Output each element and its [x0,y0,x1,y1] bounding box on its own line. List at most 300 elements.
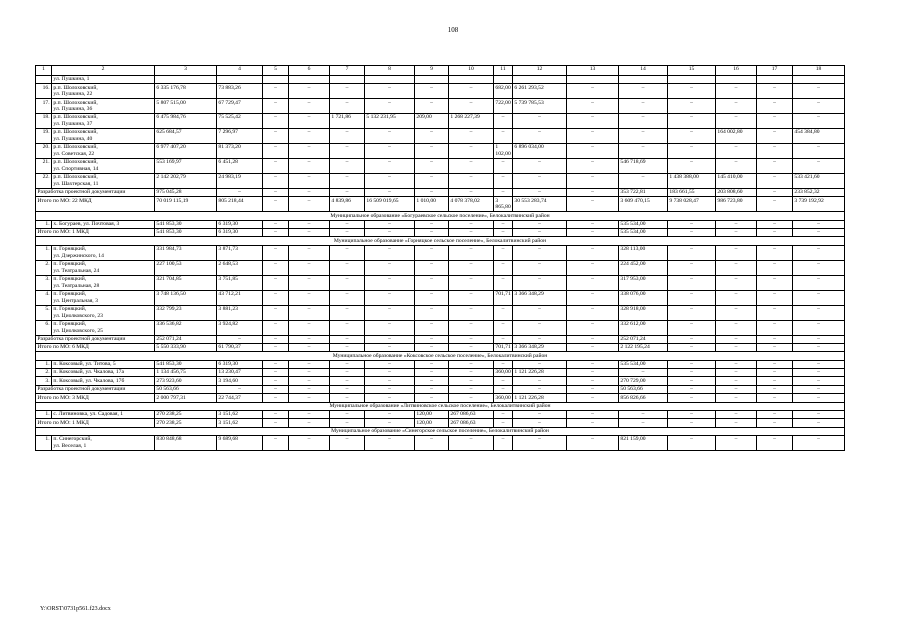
value-cell: – [716,220,757,228]
value-cell: – [619,99,668,114]
value-cell: – [263,275,289,290]
value-cell: – [415,369,449,377]
value-cell: 6 319,30 [217,360,263,368]
value-cell: – [289,129,330,144]
value-cell [567,75,619,83]
value-cell: 1 721,86 [330,114,365,129]
value-cell: – [330,305,365,320]
value-cell: – [793,360,845,368]
row-index [36,75,52,83]
address-cell: п. Горняцкий, ул. Центральная, 3 [52,290,155,305]
value-cell: – [494,335,513,343]
value-cell: – [494,360,513,368]
value-cell: – [793,245,845,260]
value-cell: – [494,419,513,427]
column-number-cell: 3 [155,66,217,76]
table-row [36,75,845,83]
value-cell: 3 194,60 [217,377,263,385]
row-index: 18. [36,114,52,129]
value-cell: – [263,320,289,335]
value-cell: – [415,335,449,343]
value-cell: – [668,436,716,451]
value-cell: – [449,436,494,451]
value-cell: – [289,385,330,393]
row-index: 1. [36,410,52,418]
value-cell: – [263,305,289,320]
value-cell: 61 790,37 [217,343,263,351]
table-header-row [36,66,845,76]
row-index: 3. [36,275,52,290]
value-cell [263,75,289,83]
value-cell: – [449,394,494,402]
value-cell: – [330,335,365,343]
municipality-heading: Муниципальное образование «Синегорское сельское поселение», Белокалитвинский район [36,427,845,435]
value-cell: – [567,369,619,377]
value-cell: – [415,343,449,351]
row-index: 1. [36,436,52,451]
value-cell: – [716,377,757,385]
value-cell: – [757,84,793,99]
column-number-cell: 18 [793,66,845,76]
value-cell: – [330,419,365,427]
section-heading-row [36,352,845,360]
value-cell: – [716,436,757,451]
value-cell: – [567,343,619,351]
value-cell: – [289,144,330,159]
value-cell: – [567,385,619,393]
address-cell: р.п. Шолоховский, ул. Пушкина, 40 [52,129,155,144]
value-cell: 701,71 [494,290,513,305]
row-index: 16. [36,84,52,99]
value-cell: – [567,99,619,114]
value-cell: – [513,260,567,275]
value-cell: 6 319,30 [217,229,263,237]
value-cell: 6 451,28 [217,159,263,174]
value-cell: – [263,129,289,144]
value-cell: 227 100,53 [155,260,217,275]
address-cell: п. Горняцкий, ул. Циолковского, 23 [52,305,155,320]
value-cell: 270 238,25 [155,419,217,427]
value-cell: 321 704,85 [155,275,217,290]
value-cell: – [716,419,757,427]
value-cell: – [263,377,289,385]
value-cell: – [757,290,793,305]
address-cell: ул. Пушкина, 1 [52,75,155,83]
section-heading-row [36,402,845,410]
column-number-cell: 12 [513,66,567,76]
value-cell: – [513,320,567,335]
value-cell: – [415,245,449,260]
summary-label: Итого по МО: 1 МКД [36,229,155,237]
value-cell: – [668,290,716,305]
value-cell: – [217,335,263,343]
value-cell: – [494,114,513,129]
summary-row [36,229,845,237]
table-row [36,129,845,144]
value-cell: 5 739 785,53 [513,99,567,114]
value-cell: – [449,173,494,188]
value-cell: 252 071,24 [619,335,668,343]
value-cell: – [449,343,494,351]
value-cell: – [330,188,365,196]
value-cell: – [619,173,668,188]
value-cell: 338 076,00 [619,290,668,305]
value-cell: – [668,385,716,393]
value-cell: 13 230,47 [217,369,263,377]
value-cell: – [567,335,619,343]
address-cell: п. Горняцкий, ул. Дзержинского, 14 [52,245,155,260]
budget-table [35,65,845,451]
value-cell: – [365,245,415,260]
value-cell: – [668,275,716,290]
value-cell: – [289,99,330,114]
value-cell: 360,00 [495,369,511,376]
value-cell: – [330,436,365,451]
value-cell [513,75,567,83]
value-cell: – [449,377,494,385]
value-cell: 43 712,21 [217,290,263,305]
value-cell: – [263,385,289,393]
column-number-cell: 6 [289,66,330,76]
value-cell: – [793,369,845,377]
row-index: 2. [36,369,52,377]
value-cell: – [793,84,845,99]
table-row [36,320,845,335]
municipality-heading: Муниципальное образование «Коксовское сельское поселение», Белокалитвинский район [36,352,845,360]
table-row [36,410,845,418]
value-cell: 252 071,24 [155,335,217,343]
value-cell: – [619,84,668,99]
value-cell: 67 729,47 [217,99,263,114]
value-cell: – [365,99,415,114]
value-cell: 1 010,00 [415,197,449,212]
value-cell: – [449,84,494,99]
value-cell: 81 373,20 [217,144,263,159]
value-cell: – [793,419,845,427]
value-cell: – [263,144,289,159]
value-cell: 50 563,66 [155,385,217,393]
table-row [36,369,845,377]
table-row [36,360,845,368]
value-cell: – [513,275,567,290]
value-cell: – [494,245,513,260]
value-cell: – [716,360,757,368]
value-cell [155,75,217,83]
value-cell: – [494,305,513,320]
value-cell: 2 000 797,31 [155,394,217,402]
value-cell: – [365,159,415,174]
value-cell: – [716,159,757,174]
value-cell: – [330,144,365,159]
value-cell: – [494,188,513,196]
value-cell: 1 121 226,28 [513,394,567,402]
row-index: 6. [36,320,52,335]
value-cell: – [330,245,365,260]
column-number-cell: 10 [449,66,494,76]
value-cell: – [757,335,793,343]
municipality-heading: Муниципальное образование «Богураевское сельское поселение», Белокалитвинский район [36,212,845,220]
value-cell: – [365,129,415,144]
value-cell: 3 751,85 [217,275,263,290]
value-cell: – [793,99,845,114]
value-cell: – [567,360,619,368]
value-cell: – [330,385,365,393]
value-cell: – [289,188,330,196]
value-cell: – [415,173,449,188]
value-cell: – [793,159,845,174]
value-cell: 541 853,30 [155,229,217,237]
value-cell: – [716,335,757,343]
value-cell: – [330,229,365,237]
value-cell: – [567,377,619,385]
value-cell: – [289,260,330,275]
value-cell: – [619,114,668,129]
value-cell: – [716,260,757,275]
value-cell: 541 853,30 [155,220,217,228]
value-cell: 7 296,97 [217,129,263,144]
address-cell: х. Богураев, ул. Почтовая, 3 [52,220,155,228]
value-cell: – [415,394,449,402]
value-cell: – [330,84,365,99]
value-cell: – [415,220,449,228]
value-cell: – [567,220,619,228]
value-cell: 821 159,00 [619,436,668,451]
table-row [36,275,845,290]
value-cell: – [365,275,415,290]
row-index: 20. [36,144,52,159]
value-cell: – [449,159,494,174]
address-cell: п. Горняцкий, ул. Циолковского, 25 [52,320,155,335]
value-cell: 353 722,81 [619,188,668,196]
summary-row [36,343,845,351]
column-number-cell: 5 [263,66,289,76]
value-cell: – [494,275,513,290]
address-cell: р.п. Шолоховский, ул. Спортивная, 14 [52,159,155,174]
value-cell: 328 918,00 [619,305,668,320]
summary-row [36,197,845,212]
value-cell: – [716,144,757,159]
value-cell: – [263,419,289,427]
value-cell: – [668,99,716,114]
value-cell: – [668,260,716,275]
value-cell: – [757,385,793,393]
summary-row [36,394,845,402]
value-cell: – [449,220,494,228]
value-cell: – [567,229,619,237]
value-cell: – [449,144,494,159]
table-row [36,144,845,159]
value-cell: – [668,144,716,159]
value-cell: – [365,343,415,351]
column-number-cell: 13 [567,66,619,76]
value-cell: – [330,173,365,188]
value-cell: – [668,343,716,351]
value-cell: – [494,260,513,275]
value-cell: 332 612,00 [619,320,668,335]
value-cell: 6 261 293,52 [513,84,567,99]
value-cell: – [757,220,793,228]
value-cell: – [365,335,415,343]
value-cell: – [289,114,330,129]
value-cell: – [263,343,289,351]
value-cell: – [716,245,757,260]
value-cell: 267 086,63 [449,410,494,418]
row-index: 4. [36,290,52,305]
value-cell: – [494,229,513,237]
value-cell: 3 366 348,29 [513,290,567,305]
value-cell [415,75,449,83]
value-cell: – [289,320,330,335]
value-cell: 3 865,80 [495,197,511,211]
value-cell: – [668,159,716,174]
value-cell: – [365,229,415,237]
value-cell: – [415,290,449,305]
value-cell: – [716,84,757,99]
value-cell: 209,00 [415,114,449,129]
value-cell: 3 871,73 [217,245,263,260]
value-cell: – [757,275,793,290]
value-cell: 70 019 115,19 [155,197,217,212]
value-cell: – [793,394,845,402]
value-cell: – [289,335,330,343]
value-cell: 3 366 348,29 [513,343,567,351]
value-cell: – [449,260,494,275]
value-cell: 535 534,00 [619,229,668,237]
value-cell: 1 268 227,39 [449,114,494,129]
value-cell: – [716,229,757,237]
value-cell: – [513,410,567,418]
value-cell: – [513,385,567,393]
value-cell: – [263,84,289,99]
value-cell: 3 151,62 [217,419,263,427]
value-cell: – [289,197,330,212]
value-cell: – [415,260,449,275]
column-number-cell: 1 [36,66,52,76]
value-cell: – [449,290,494,305]
value-cell: – [494,129,513,144]
address-cell: п. Горняцкий, ул. Театральная, 24 [52,260,155,275]
summary-label: Разработка проектной документации [36,188,155,196]
value-cell [716,75,757,83]
value-cell: – [668,335,716,343]
value-cell [757,75,793,83]
value-cell [449,75,494,83]
summary-label: Итого по МО: 6 МКД [36,343,155,351]
value-cell: – [365,436,415,451]
value-cell: 535 534,00 [619,360,668,368]
value-cell: 805 218,44 [217,197,263,212]
value-cell: – [757,188,793,196]
value-cell: – [330,343,365,351]
value-cell: – [449,99,494,114]
table-row [36,99,845,114]
value-cell [668,75,716,83]
value-cell: – [716,275,757,290]
value-cell: – [289,290,330,305]
value-cell: 270 238,25 [155,410,217,418]
value-cell: – [716,305,757,320]
value-cell: 30 553 283,74 [513,197,567,212]
value-cell: – [567,305,619,320]
value-cell: – [513,188,567,196]
value-cell: 75 525,42 [217,114,263,129]
value-cell: – [415,188,449,196]
value-cell: – [793,229,845,237]
summary-label: Итого по МО: 1 МКД [36,419,155,427]
row-index: 5. [36,305,52,320]
value-cell: – [619,369,668,377]
value-cell: 317 953,00 [619,275,668,290]
value-cell: – [668,129,716,144]
summary-row [36,335,845,343]
value-cell: – [449,129,494,144]
address-cell: р.п. Шолоховский, ул. Пушкина, 36 [52,99,155,114]
value-cell: – [567,290,619,305]
value-cell: – [365,188,415,196]
value-cell: – [415,129,449,144]
value-cell: – [289,84,330,99]
value-cell: 6 475 984,76 [155,114,217,129]
value-cell: – [330,290,365,305]
value-cell: 830 848,68 [155,436,217,451]
value-cell: – [263,335,289,343]
value-cell: – [263,159,289,174]
value-cell: – [513,220,567,228]
value-cell: 3 151,62 [217,410,263,418]
value-cell: – [365,290,415,305]
address-cell: р.п. Шолоховский, ул. Пушкина, 37 [52,114,155,129]
value-cell: – [263,290,289,305]
value-cell: – [668,410,716,418]
value-cell: – [757,410,793,418]
row-index: 17. [36,99,52,114]
value-cell: – [263,173,289,188]
value-cell: – [263,220,289,228]
table-row [36,436,845,451]
value-cell: – [716,290,757,305]
value-cell: – [513,173,567,188]
value-cell: 6 335 176,78 [155,84,217,99]
value-cell: – [716,114,757,129]
value-cell: – [567,159,619,174]
column-number-cell: 4 [217,66,263,76]
value-cell: – [757,360,793,368]
value-cell: – [757,436,793,451]
value-cell: 2 648,53 [217,260,263,275]
value-cell: 267 086,63 [449,419,494,427]
value-cell: – [330,275,365,290]
section-heading-row [36,427,845,435]
value-cell: – [757,369,793,377]
value-cell: – [793,144,845,159]
value-cell: 22 744,37 [217,394,263,402]
value-cell: – [668,305,716,320]
column-number-cell: 8 [365,66,415,76]
value-cell: – [494,377,513,385]
address-cell: р.п. Шолоховский, ул. Пушкина, 22 [52,84,155,99]
value-cell: – [365,220,415,228]
value-cell: – [494,320,513,335]
value-cell: – [289,305,330,320]
value-cell: – [567,84,619,99]
column-number-cell: 15 [668,66,716,76]
value-cell: 3 609 470,15 [619,197,668,212]
address-cell: п. Коксовый, ул. Чкалова, 17б [52,377,155,385]
row-index: 1. [36,220,52,228]
value-cell: – [449,369,494,377]
value-cell: – [330,220,365,228]
value-cell: – [415,159,449,174]
